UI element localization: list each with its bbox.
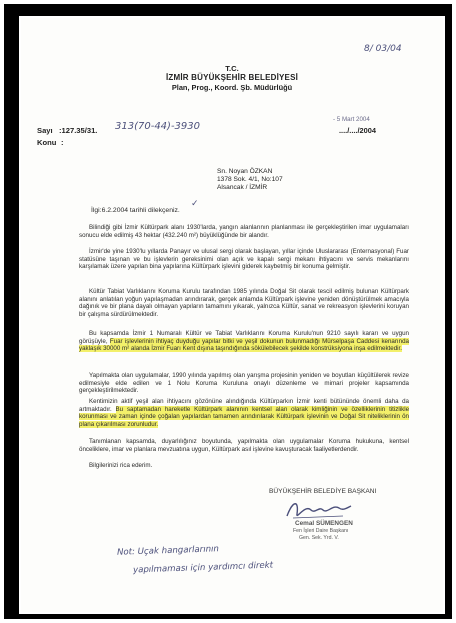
paragraph-4-text: Bu kapsamda İzmir 1 Numaralı Kültür ve Tabiat Varlıklarını Koruma Kurulu'nun 9210 sayılı kararı ve uygun görüşüyle,	[79, 330, 409, 345]
check-mark: ✓	[191, 199, 199, 209]
typed-date: ..../..../2004	[339, 126, 376, 135]
sayi-label: Sayı	[37, 126, 53, 135]
signature-org: BÜYÜKŞEHİR BELEDİYE BAŞKANI	[269, 488, 377, 495]
header-municipality: İZMİR BÜYÜKŞEHİR BELEDİYESİ	[165, 73, 299, 82]
paragraph-2: İzmir'de yine 1930'lu yıllarda Panayır ve ulusal sergi olarak başlayan, yıllar içinde Uluslararası (Enternasyonal) Fuar statüsüne taşınan ve bu işlevlerin gereksinimi olan açık ve kapalı sergi mekanı ihtiyacını ve servis mekanlarını karşılamak üzere yapılan bina yapılarına Kültürpark işlevini giderek kaybetmiş bir konuma gelmiştir.	[79, 248, 409, 271]
date-stamp: - 5 Mart 2004	[333, 116, 370, 123]
handwritten-note-line-1: Not: Uçak hangarlarının	[116, 544, 220, 558]
sayi-value: :127.35/31.	[59, 126, 98, 135]
paragraph-6	[79, 398, 409, 428]
header-tc: T.C.	[225, 64, 239, 73]
signature-name: Cemal SÜMENGEN	[295, 520, 353, 527]
recipient-street: 1378 Sok. 4/1, No:107	[217, 176, 283, 183]
sayi-handwritten: 313(70-44)-3930	[115, 121, 201, 132]
paragraph-4-highlight: Fuar işlevlerinin ihtiyaç duyduğu yapılar bitki ve yeşil dokunun bulunmadığı Mürselpaşa Caddesi kenarında yaklaşık 30000 m² alanda İzmir Fuarı Kent dışına taşındığında sökülebilecek şekilde konstrüksiyona inşa edilmektedir.	[79, 337, 409, 353]
black-frame	[4, 4, 452, 619]
signature-title-1: Fen İşleri Daire Başkanı	[293, 528, 349, 534]
handwritten-note-line-2: yapılmaması için yardımcı direkt	[132, 560, 274, 576]
paragraph-3: Kültür Tabiat Varlıklarını Koruma Kurulu tarafından 1985 yılında Doğal Sit olarak tescil edilmiş bulunan Kültürpark alanını anlatılan yoğun yapılaşmadan arındırarak, gerçek anlamda Kültürpark işlevine yeniden dönüştürülmek amacıyla dağınık ve bir plana dayalı olmayan yapıların tamamını yıkarak, yalnızca Kültür, sanat ve rekreasyon işlevlerini koruyan bir çalışma sürdürülmektedir.	[79, 288, 409, 318]
paragraph-1: Bilindiği gibi İzmir Kültürpark alanı 1930'larda, yangın alanlarının planlanması ile gerçekleştirilen imar uygulamaları sonucu elde edilmiş 43 hektar (432.240 m²) büyüklüğünde bir alandır.	[79, 224, 409, 239]
paragraph-6-highlight: Bu saptamadan hareketle Kültürpark alanının kentsel alan olarak kimliğinin ve özelliklerinin titizlikle korunması ve zaman içinde çoğalan yapılardan tamamen arındırılarak Kültürpark işlevinin ve Doğal Sit niteliklerinin ön plana çıkarılması zorunludur.	[79, 405, 410, 428]
recipient-city: Alsancak / İZMİR	[217, 184, 268, 191]
konu-label: Konu	[37, 138, 57, 147]
paragraph-7: Tanımlanan kapsamda, duyarlılığınız boyutunda, yapılmakta olan uygulamalar Koruma hukukuna, kentsel önceliklere, imar ve planlara mevzuatına uygun, Kültürpark asıl işlevine kavuşturacak faaliyetlerdendir.	[79, 438, 409, 453]
top-right-handwritten-date: 8/ 03/04	[364, 44, 402, 54]
signature-title-2: Gen. Sek. Yrd. V.	[299, 535, 339, 541]
konu-value: :	[61, 138, 64, 147]
closing-line: Bilgilerinizi rica ederim.	[89, 462, 153, 469]
paragraph-5: Yapılmakta olan uygulamalar, 1990 yılında yapılmış olan yarışma projesinin yeniden ve boyutları küçültülerek revize edilmesiyle elde edilen ve 1 Nolu Koruma Kuruluna onaylı düzenleme ve mimari projeler kapsamında gerçekleştirilmektedir.	[79, 372, 409, 395]
document-page	[19, 16, 445, 614]
recipient-name: Sn. Noyan ÖZKAN	[217, 168, 273, 175]
paragraph-6-text: Kentimizin aktif yeşil alan ihtiyacını gözönüne alındığında Kültürparkın İzmir kenti bütününde önemli daha da artmaktadır.	[79, 398, 409, 413]
handwritten-signature	[283, 496, 353, 522]
ilgi-line: İlgi:6.2.2004 tarihli dilekçeniz.	[91, 207, 180, 214]
header-department: Plan, Prog., Koord. Şb. Müdürlüğü	[171, 83, 293, 92]
paragraph-4	[79, 330, 409, 353]
